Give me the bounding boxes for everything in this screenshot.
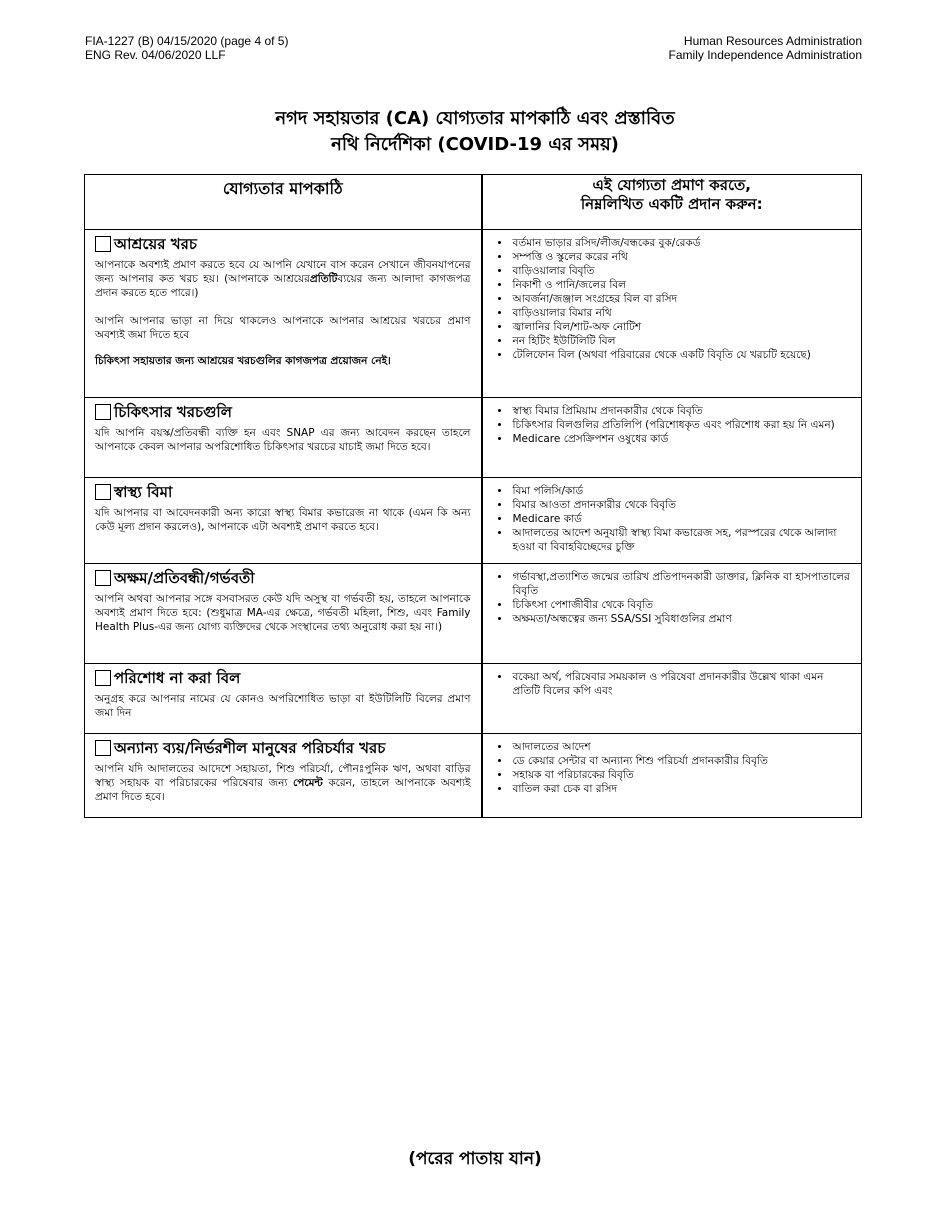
other-expenses-text-b: করেন, তাহলে আপনাকে অবশ্যই প্রমাণ দিতে হবে। — [95, 777, 471, 803]
shelter-checkbox[interactable] — [95, 236, 111, 252]
list-item: • Medicare প্রেসক্রিপশন ওষুধের কার্ড — [511, 432, 852, 446]
list-item: • বিমা পলিসি/কার্ড — [511, 484, 852, 498]
list-item: • গর্ভাবস্থা,প্রত্যাশিত জন্মের তারিখ প্রতিপাদনকারী ডাক্তার, ক্লিনিক বা হাসপাতালের বিবৃতি — [511, 570, 852, 598]
list-item: • সহায়ক বা পরিচারকের বিবৃতি — [511, 768, 852, 782]
header-criteria: যোগ্যতার মাপকাঠি — [85, 175, 482, 230]
documents-cell — [482, 564, 862, 664]
revision-id: ENG Rev. 04/06/2020 LLF — [85, 48, 226, 62]
table-row — [85, 734, 862, 818]
page-title-line2: নথি নির্দেশিকা (COVID-19 এর সময়) — [331, 134, 619, 155]
list-item: • চিকিৎসার বিলগুলির প্রতিলিপি (পরিশোধকৃত এবং পরিশোধ করা হয় নি এমন) — [511, 418, 852, 432]
list-item: • চিকিৎসা পেশাজীবীর থেকে বিবৃতি — [511, 598, 852, 612]
insurance-heading — [95, 482, 471, 502]
page-title — [0, 106, 950, 158]
disability-description: আপনি অথবা আপনার সঙ্গে বসবাসরত কেউ যদি অসুস্থ বা গর্ভবতী হয়, তাহলে আপনাকে অবশ্যই প্রমাণ দিতে হবে: (শুধুমাত্র MA-এর ক্ষেত্রে, গর্ভবতী মহিলা, শিশু, এবং Family Health Plus-এর জন্য যোগ্য ব্যক্তিদের থেকে সংস্থানের তথ্য অনুরোধ করা হয় না।) — [95, 593, 471, 633]
shelter-rent-note: আপনি আপনার ভাড়া না দিয়ে থাকলেও আপনাকে আপনার আশ্রয়ের খরচের প্রমাণ অবশ্যই জমা দিতে হবে — [95, 315, 471, 341]
eligibility-table — [84, 174, 862, 818]
medical-heading-text: চিকিৎসার খরচগুলি — [114, 403, 232, 421]
insurance-description: যদি আপনার বা আবেদনকারী অন্য কারো স্বাস্থ্য বিমার কভারেজ না থাকে (এমন কি অন্য কেউ মূল্য প্রদান করলেও), আপনাকে এটা অবশ্যই প্রমাণ করতে হবে। — [95, 507, 471, 533]
header-documents-line1: এই যোগ্যতা প্রমাণ করতে, — [592, 176, 751, 194]
insurance-checkbox[interactable] — [95, 484, 111, 500]
list-item: • আদালতের আদেশ অনুযায়ী স্বাস্থ্য বিমা কভারেজ সহ, পরস্পরের থেকে আলাদা হওয়া বা বিবাহবিচ্ছেদের চুক্তি — [511, 526, 852, 554]
criteria-cell — [85, 478, 482, 564]
unpaid-bills-heading-text: পরিশোধ না করা বিল — [114, 669, 241, 687]
criteria-cell — [85, 564, 482, 664]
disability-heading — [95, 568, 471, 588]
list-item: • Medicare কার্ড — [511, 512, 852, 526]
documents-cell — [482, 478, 862, 564]
documents-cell — [482, 230, 862, 398]
list-item: • টেলিফোন বিল (অথবা পরিবারের থেকে একটি বিবৃতি যে খরচটি হয়েছে) — [511, 348, 852, 362]
criteria-cell — [85, 664, 482, 734]
list-item: • বর্তমান ভাড়ার রসিদ/লীজ/বন্ধকের বুক/রেকর্ড — [511, 236, 852, 250]
documents-cell — [482, 664, 862, 734]
shelter-medical-note: চিকিৎসা সহায়তার জন্য আশ্রয়ের খরচগুলির কাগজপত্র প্রয়োজন নেই। — [95, 355, 391, 367]
list-item: • বকেয়া অর্থ, পরিষেবার সময়কাল ও পরিষেবা প্রদানকারীর উল্লেখ থাকা এমন প্রতিটি বিলের কপি এবং — [511, 670, 852, 698]
form-id-header — [85, 34, 288, 62]
list-item: • বাতিল করা চেক বা রসিদ — [511, 782, 852, 796]
disability-checkbox[interactable] — [95, 570, 111, 586]
other-expenses-text-a: আপনি যদি আদালতের আদেশে সহায়তা, শিশু পরিচর্যা, পৌনঃপুনিক ঋণ, অথবা বাড়ির স্বাস্থ্য সহায়ক বা পরিচারকের পরিষেবার জন্য — [95, 763, 471, 789]
header-documents — [482, 175, 862, 230]
shelter-documents-list — [489, 236, 852, 362]
unpaid-bills-description: অনুগ্রহ করে আপনার নামের যে কোনও অপরিশোধিত ভাড়া বা ইউটিলিটি বিলের প্রমাণ জমা দিন — [95, 693, 471, 719]
list-item: • স্বাস্থ্য বিমার প্রিমিয়াম প্রদানকারীর থেকে বিবৃতি — [511, 404, 852, 418]
list-item: • আবর্জনা/জঞ্জাল সংগ্রহের বিল বা রসিদ — [511, 292, 852, 306]
list-item: • নন হিটিং ইউটিলিটি বিল — [511, 334, 852, 348]
list-item: • বিমার আওতা প্রদানকারীর থেকে বিবৃতি — [511, 498, 852, 512]
unpaid-bills-checkbox[interactable] — [95, 670, 111, 686]
header-documents-line2: নিম্নলিখিত একটি প্রদান করুন: — [580, 195, 763, 213]
disability-heading-text: অক্ষম/প্রতিবন্ধী/গর্ভবতী — [114, 569, 255, 587]
table-row — [85, 564, 862, 664]
list-item: • ডে কেয়ার সেন্টার বা অন্যান্য শিশু পরিচর্যা প্রদানকারীর বিবৃতি — [511, 754, 852, 768]
table-row — [85, 398, 862, 478]
table-header-row — [85, 175, 862, 230]
shelter-description — [95, 258, 471, 300]
other-expenses-checkbox[interactable] — [95, 740, 111, 756]
shelter-heading-text: আশ্রয়ের খরচ — [114, 235, 197, 253]
criteria-cell — [85, 734, 482, 818]
table-row — [85, 478, 862, 564]
list-item: • নিকাশী ও পানি/জলের বিল — [511, 278, 852, 292]
list-item: • সম্পত্তি ও স্কুলের করের নথি — [511, 250, 852, 264]
page-title-line1: নগদ সহায়তার (CA) যোগ্যতার মাপকাঠি এবং প্রস্তাবিত — [275, 108, 675, 129]
documents-cell — [482, 734, 862, 818]
shelter-text-a: আপনাকে অবশ্যই প্রমাণ করতে হবে যে আপনি যেখানে বাস করেন সেখানে জীবনযাপনের জন্য আপনার কত খরচ হয়। (আপনাকে আশ্রয়ের — [95, 259, 471, 285]
shelter-text-bold: প্রতিটি — [309, 273, 338, 285]
continue-next-page: (পরের পাতায় যান) — [408, 1149, 542, 1169]
medical-documents-list — [489, 404, 852, 446]
list-item: • বাড়িওয়ালার বিবৃতি — [511, 264, 852, 278]
shelter-heading — [95, 234, 471, 254]
other-expenses-text-bold: পেমেন্ট — [293, 777, 323, 789]
insurance-heading-text: স্বাস্থ্য বিমা — [114, 483, 173, 501]
shelter-text-b: ব্যয়ের জন্য আলাদা কাগজপত্র প্রদান করতে হতে পারে।) — [95, 273, 471, 299]
other-expenses-heading — [95, 738, 471, 758]
table-row — [85, 230, 862, 398]
disability-documents-list — [489, 570, 852, 626]
medical-heading — [95, 402, 471, 422]
agency-header — [669, 34, 862, 62]
medical-checkbox[interactable] — [95, 404, 111, 420]
other-expenses-description — [95, 762, 471, 804]
criteria-cell — [85, 398, 482, 478]
insurance-documents-list — [489, 484, 852, 554]
other-expenses-heading-text: অন্যান্য ব্যয়/নির্ভরশীল মানুষের পরিচর্যার খরচ — [114, 739, 386, 757]
agency-division: Family Independence Administration — [668, 48, 862, 62]
other-expenses-documents-list — [489, 740, 852, 796]
criteria-cell — [85, 230, 482, 398]
list-item: • জ্বালানির বিল/শাট-অফ নোটিশ — [511, 320, 852, 334]
table-row — [85, 664, 862, 734]
unpaid-bills-documents-list — [489, 670, 852, 698]
list-item: • অক্ষমতা/অন্ধত্বের জন্য SSA/SSI সুবিধাগুলির প্রমাণ — [511, 612, 852, 626]
medical-description: যদি আপনি বয়স্ক/প্রতিবন্ধী ব্যক্তি হন এবং SNAP এর জন্য আবেদন করছেন তাহলে আপনাকে কেবল আপনার অপরিশোধিত চিকিৎসার খরচের যাচাই জমা দিতে হবে। — [95, 427, 471, 453]
documents-cell — [482, 398, 862, 478]
list-item: • আদালতের আদেশ — [511, 740, 852, 754]
form-id: FIA-1227 (B) 04/15/2020 (page 4 of 5) — [85, 34, 289, 48]
list-item: • বাড়িওয়ালার বিমার নথি — [511, 306, 852, 320]
agency-name: Human Resources Administration — [683, 34, 862, 48]
unpaid-bills-heading — [95, 668, 471, 688]
